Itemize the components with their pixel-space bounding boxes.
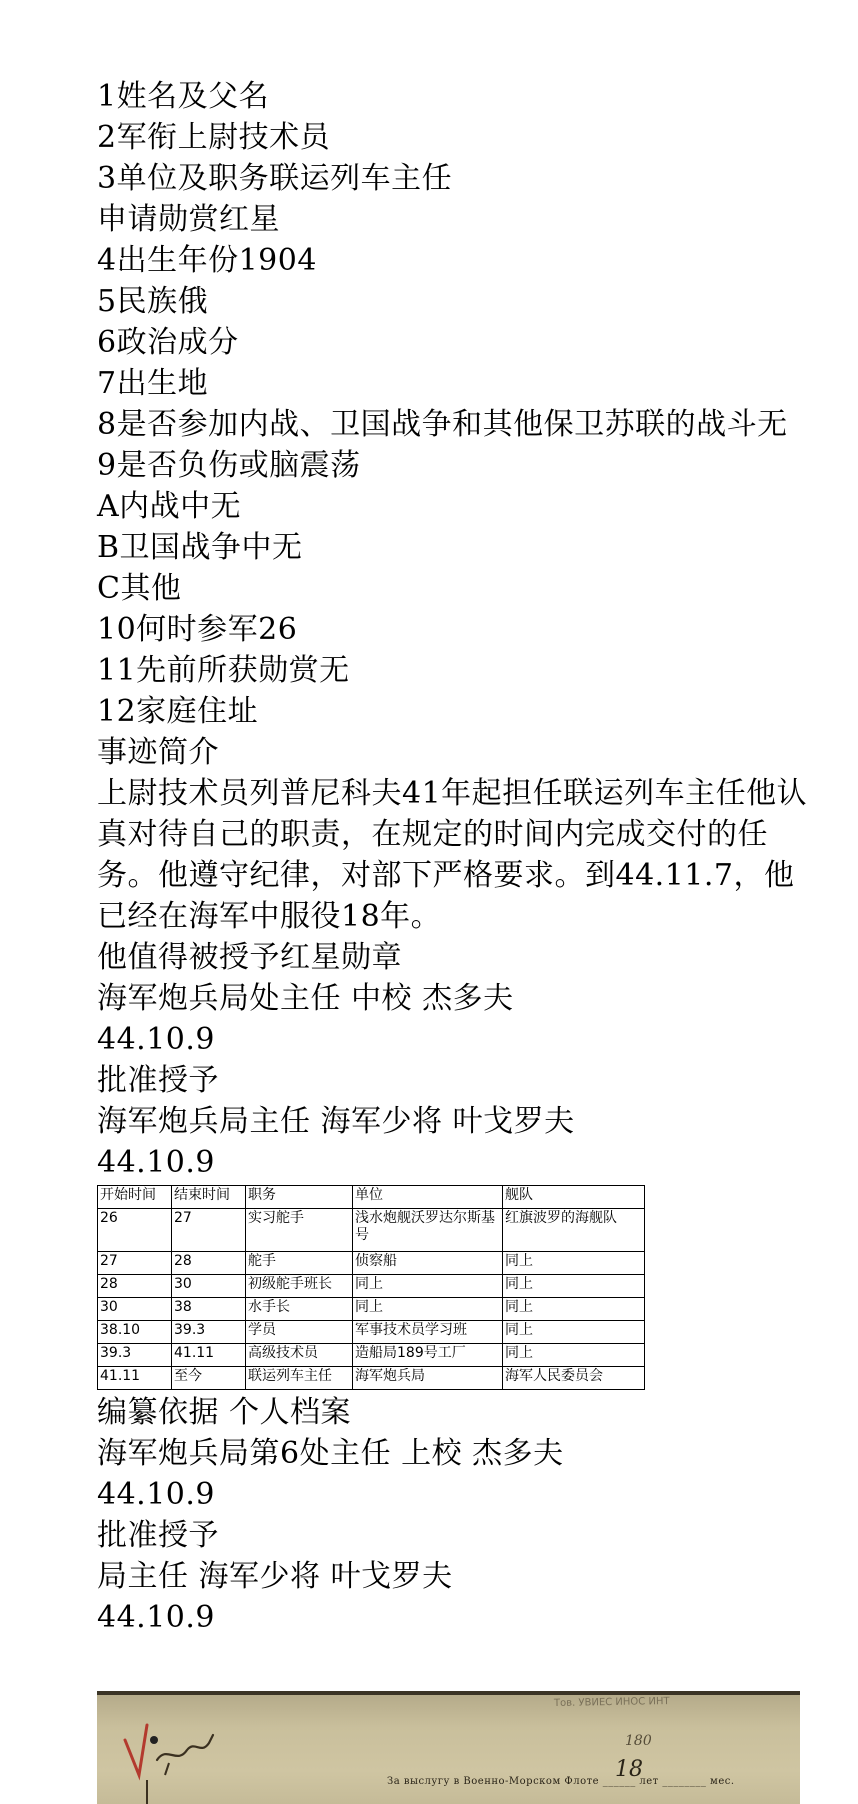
field-9a-civil-war: A内战中无 (97, 489, 242, 524)
stamp-text: Тов. УВИЕС ИНОС ИНТ (554, 1695, 671, 1710)
signer-3: 海军炮兵局第6处主任 上校 杰多夫 (97, 1436, 564, 1471)
cell: 28 (172, 1252, 246, 1275)
summary-heading: 事迹简介 (97, 735, 219, 770)
cell: 26 (98, 1209, 172, 1252)
cell: 28 (98, 1275, 172, 1298)
field-2-rank: 2军衔上尉技术员 (97, 120, 331, 155)
cell: 学员 (246, 1321, 353, 1344)
cell: 同上 (503, 1298, 645, 1321)
recommendation: 他值得被授予红星勋章 (97, 940, 402, 975)
cell: 41.11 (98, 1367, 172, 1390)
cell: 38.10 (98, 1321, 172, 1344)
table-row (98, 1344, 645, 1367)
cell: 27 (172, 1209, 246, 1252)
date-2: 44.10.9 (97, 1145, 216, 1180)
cell: 38 (172, 1298, 246, 1321)
table-row (98, 1275, 645, 1298)
header-fleet: 舰队 (503, 1186, 645, 1209)
award-request: 申请勋赏红星 (97, 202, 280, 237)
cell: 海军炮兵局 (353, 1367, 503, 1390)
table-row (98, 1298, 645, 1321)
cell: 水手长 (246, 1298, 353, 1321)
cell: 高级技术员 (246, 1344, 353, 1367)
cell: 造船局189号工厂 (353, 1344, 503, 1367)
table-row (98, 1367, 645, 1390)
approval-1: 批准授予 (97, 1063, 219, 1098)
handwritten-signature-mark (117, 1705, 237, 1804)
document-lines-top (97, 76, 817, 1183)
cell: 联运列车主任 (246, 1367, 353, 1390)
field-9c-other: C其他 (97, 571, 182, 606)
header-start: 开始时间 (98, 1186, 172, 1209)
cell: 军事技术员学习班 (353, 1321, 503, 1344)
cell: 30 (172, 1275, 246, 1298)
document-body (97, 76, 817, 1638)
table-row (98, 1209, 645, 1252)
date-1: 44.10.9 (97, 1022, 216, 1057)
date-3: 44.10.9 (97, 1477, 216, 1512)
signer-1: 海军炮兵局处主任 中校 杰多夫 (97, 981, 514, 1016)
cell: 30 (98, 1298, 172, 1321)
field-9-wounds: 9是否负伤或脑震荡 (97, 448, 361, 483)
field-6-political-status: 6政治成分 (97, 325, 239, 360)
scanned-document-fragment (97, 1691, 800, 1804)
cell: 海军人民委员会 (503, 1367, 645, 1390)
handwritten-years: 18 (615, 1757, 643, 1782)
approval-2: 批准授予 (97, 1518, 219, 1553)
cell: 同上 (503, 1344, 645, 1367)
summary-text: 上尉技术员列普尼科夫41年起担任联运列车主任他认真对待自己的职责，在规定的时间内完成交付的任务。他遵守纪律，对部下严格要求。到44.11.7，他已经在海军中服役18年。 (97, 776, 808, 934)
header-end: 结束时间 (172, 1186, 246, 1209)
printed-service-line: За выслугу в Военно-Морском Флоте ______ лет ________ мес. (387, 1776, 735, 1787)
cell: 同上 (353, 1275, 503, 1298)
field-1-name: 1姓名及父名 (97, 79, 270, 114)
field-11-previous-awards: 11先前所获勋赏无 (97, 653, 350, 688)
cell: 41.11 (172, 1344, 246, 1367)
field-10-enlisted: 10何时参军26 (97, 612, 298, 647)
field-4-birth-year: 4出生年份1904 (97, 243, 317, 278)
signer-2: 海军炮兵局主任 海军少将 叶戈罗夫 (97, 1104, 575, 1139)
field-8-wars: 8是否参加内战、卫国战争和其他保卫苏联的战斗无 (97, 407, 788, 442)
compilation-basis: 编纂依据 个人档案 (97, 1395, 352, 1430)
date-4: 44.10.9 (97, 1600, 216, 1635)
cell: 至今 (172, 1367, 246, 1390)
cell: 浅水炮舰沃罗达尔斯基号 (353, 1209, 503, 1252)
handwritten-number-top: 180 (625, 1733, 652, 1749)
cell: 实习舵手 (246, 1209, 353, 1252)
field-5-ethnicity: 5民族俄 (97, 284, 209, 319)
field-12-address: 12家庭住址 (97, 694, 259, 729)
service-record-table (97, 1185, 645, 1390)
header-unit: 单位 (353, 1186, 503, 1209)
table-header-row (98, 1186, 645, 1209)
field-7-birthplace: 7出生地 (97, 366, 209, 401)
table-row (98, 1321, 645, 1344)
cell: 39.3 (172, 1321, 246, 1344)
field-3-unit-position: 3单位及职务联运列车主任 (97, 161, 453, 196)
cell: 初级舵手班长 (246, 1275, 353, 1298)
header-position: 职务 (246, 1186, 353, 1209)
cell: 同上 (503, 1275, 645, 1298)
cell: 39.3 (98, 1344, 172, 1367)
table-row (98, 1252, 645, 1275)
cell: 同上 (503, 1252, 645, 1275)
document-lines-bottom (97, 1392, 817, 1638)
cell: 同上 (353, 1298, 503, 1321)
cell: 同上 (503, 1321, 645, 1344)
cell: 红旗波罗的海舰队 (503, 1209, 645, 1252)
cell: 27 (98, 1252, 172, 1275)
cell: 侦察船 (353, 1252, 503, 1275)
cell: 舵手 (246, 1252, 353, 1275)
field-9b-patriotic-war: B卫国战争中无 (97, 530, 303, 565)
signer-4: 局主任 海军少将 叶戈罗夫 (97, 1559, 453, 1594)
